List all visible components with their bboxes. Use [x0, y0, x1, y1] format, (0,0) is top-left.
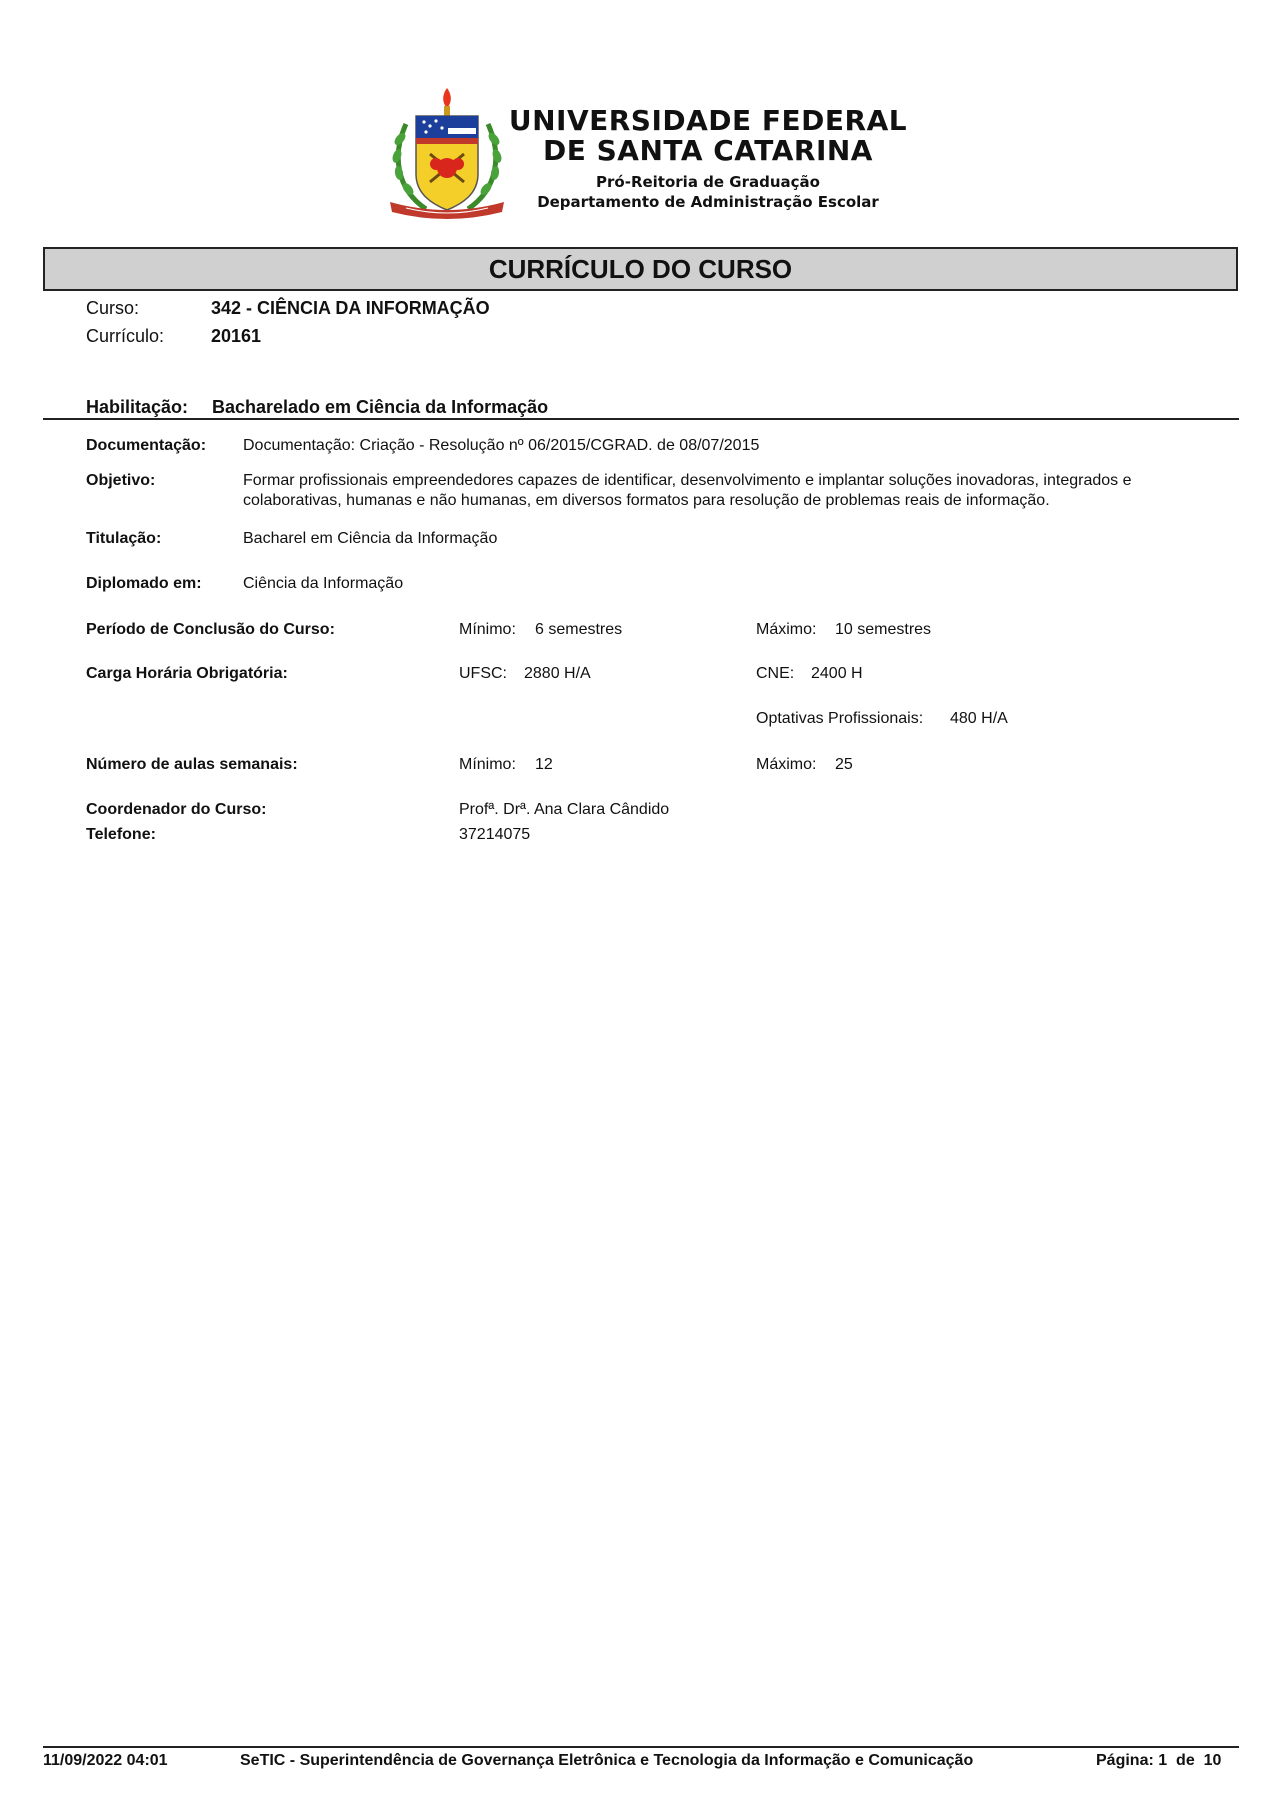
- diplomado-label: Diplomado em:: [86, 575, 202, 592]
- objetivo-line2: colaborativas, humanas e não humanas, em diversos formatos para resolução de problemas reais de informação.: [243, 492, 1050, 509]
- footer-center-text: SeTIC - Superintendência de Governança Eletrônica e Tecnologia da Informação e Comunicação: [240, 1752, 974, 1769]
- document-title: CURRÍCULO DO CURSO: [488, 253, 793, 284]
- telefone-label: Telefone:: [86, 826, 156, 843]
- periodo-min-label: Mínimo:: [459, 621, 516, 638]
- carga-optativas-value: 480 H/A: [950, 710, 1008, 727]
- university-name-line1: UNIVERSIDADE FEDERAL: [508, 104, 908, 137]
- footer-page-info: [1096, 1752, 1221, 1770]
- habilitacao-value: Bacharelado em Ciência da Informação: [212, 397, 549, 417]
- titulacao-value: Bacharel em Ciência da Informação: [243, 530, 498, 547]
- documentacao-label: Documentação:: [86, 437, 207, 454]
- pro-reitoria-label: Pró-Reitoria de Graduação: [596, 173, 820, 191]
- aulas-label: Número de aulas semanais:: [86, 756, 298, 773]
- carga-cne-value: 2400 H: [811, 665, 863, 682]
- telefone-value: 37214075: [459, 826, 531, 843]
- coordenador-value: Profª. Drª. Ana Clara Cândido: [459, 801, 670, 818]
- curso-label: Curso:: [86, 298, 140, 318]
- objetivo-label: Objetivo:: [86, 472, 156, 489]
- objetivo-line1: Formar profissionais empreendedores capazes de identificar, desenvolvimento e implantar soluções inovadoras, integrados e: [243, 472, 1132, 489]
- documentacao-value: Documentação: Criação - Resolução nº 06/2015/CGRAD. de 08/07/2015: [243, 437, 760, 454]
- periodo-label: Período de Conclusão do Curso:: [86, 621, 335, 638]
- page-label: Página:: [1096, 1752, 1154, 1769]
- curso-value: 342 - CIÊNCIA DA INFORMAÇÃO: [211, 298, 490, 318]
- ufsc-crest-logo: [386, 84, 508, 224]
- aulas-max-value: 25: [835, 756, 853, 773]
- aulas-min-label: Mínimo:: [459, 756, 516, 773]
- carga-label: Carga Horária Obrigatória:: [86, 665, 288, 682]
- page-total: 10: [1203, 1752, 1222, 1769]
- curriculo-label: Currículo:: [86, 326, 165, 346]
- carga-ufsc-label: UFSC:: [459, 665, 507, 682]
- carga-cne-label: CNE:: [756, 665, 795, 682]
- carga-optativas-label: Optativas Profissionais:: [756, 710, 924, 727]
- periodo-max-label: Máximo:: [756, 621, 817, 638]
- footer-divider: [43, 1746, 1239, 1748]
- periodo-min-value: 6 semestres: [535, 621, 623, 638]
- curriculo-value: 20161: [211, 326, 262, 346]
- periodo-max-value: 10 semestres: [835, 621, 932, 638]
- diplomado-value: Ciência da Informação: [243, 575, 404, 592]
- page-of: de: [1176, 1752, 1195, 1769]
- habilitacao-label: Habilitação:: [86, 397, 189, 417]
- university-name: [508, 106, 908, 166]
- footer-datetime: 11/09/2022 04:01: [43, 1752, 168, 1769]
- aulas-min-value: 12: [535, 756, 553, 773]
- titulacao-label: Titulação:: [86, 530, 162, 547]
- university-name-line2: DE SANTA CATARINA: [543, 134, 873, 167]
- departamento-label: Departamento de Administração Escolar: [537, 193, 879, 211]
- document-title-bar: [43, 247, 1238, 291]
- university-subtitle: [508, 172, 908, 212]
- aulas-max-label: Máximo:: [756, 756, 817, 773]
- coordenador-label: Coordenador do Curso:: [86, 801, 267, 818]
- page-current: 1: [1158, 1752, 1168, 1769]
- carga-ufsc-value: 2880 H/A: [524, 665, 591, 682]
- habilitacao-divider: [43, 418, 1239, 420]
